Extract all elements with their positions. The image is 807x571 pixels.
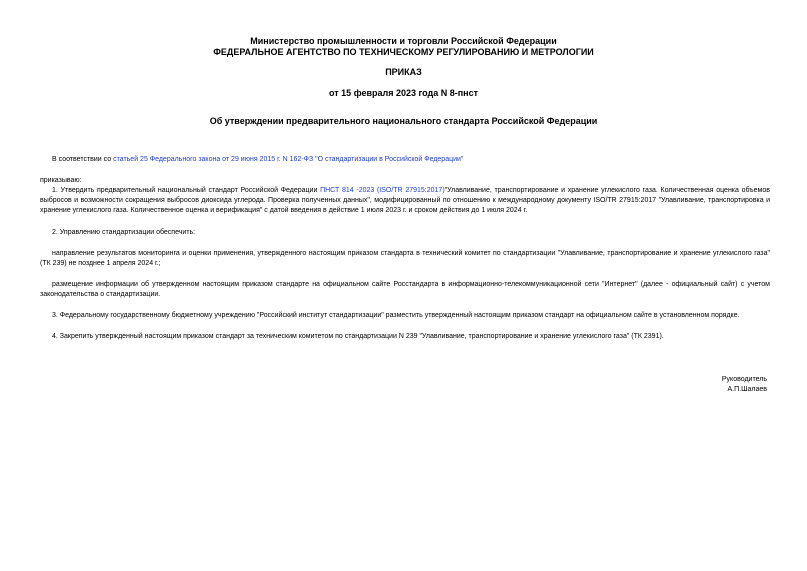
item-3-paragraph: 3. Федеральному государственному бюджетному учреждению "Российский институт стандартизации" разместить утвержденный настоящим приказом стандарт на официальном сайте в установленном порядке. [52,312,740,319]
item-2b-paragraph: размещение информации об утвержденном настоящим приказом стандарте на официальном сайте Росстандарта в информационно-телекоммуникационной сети "Интернет" (далее - официальный сайт) с учетом законодательства о стандартизации. [40,281,770,298]
document-title: Об утверждении предварительного национального стандарта Российской Федерации [209,116,598,126]
document-date-number: от 15 февраля 2023 года N 8-пнст [329,88,478,98]
ministry-heading: Министерство промышленности и торговли Российской Федерации [250,36,557,46]
agency-heading: ФЕДЕРАЛЬНОЕ АГЕНТСТВО ПО ТЕХНИЧЕСКОМУ РЕГУЛИРОВАНИЮ И МЕТРОЛОГИИ [213,47,594,57]
standard-link[interactable]: ПНСТ 814 -2023 (ISO/TR 27915:2017) [320,187,445,194]
order-word: приказываю: [40,177,82,184]
item-2-paragraph: 2. Управлению стандартизации обеспечить: [52,229,196,236]
item-1-paragraph [40,186,770,216]
signatory-name: А.П.Шалаев [727,386,767,393]
federal-law-link[interactable]: статьей 25 Федерального закона от 29 июня 2015 г. N 162-ФЗ "О стандартизации в Российской Федерации" [113,156,464,163]
item-4-paragraph: 4. Закрепить утвержденный настоящим приказом стандарт за техническим комитетом по стандартизации N 239 "Улавливание, транспортирование и хранение углекислого газа" (ТК 2391). [52,333,664,340]
item-1-text-after: "Улавливание, транспортирование и хранение углекислого газа. Количественная оценка объемов выбросов и возможности сокращения выбросов диоксида углерода. Проверка полученных данных", модифицированный по отношению к международному документу ISO/TR 27915:2017 "Улавливание, транспортировка и хранение углекислого газа. Количественное оценка и верификация" с датой введения в действие 1 июля 2023 г. и сроком действия до 1 июля 2024 г. [40,187,770,214]
item-1-text-before: 1. Утвердить предварительный национальный стандарт Российской Федерации [52,187,321,194]
signatory-position: Руководитель [721,376,767,383]
preamble-text: В соответствии со [52,156,114,163]
document-type: ПРИКАЗ [385,67,422,77]
preamble-paragraph [52,155,772,165]
item-2a-paragraph: направление результатов мониторинга и оценки применения, утвержденного настоящим приказом стандарта в технический комитет по стандартизации "Улавливание, транспортирование и хранение углекислого газа" (ТК 239) не позднее 1 апреля 2024 г.; [40,250,770,267]
